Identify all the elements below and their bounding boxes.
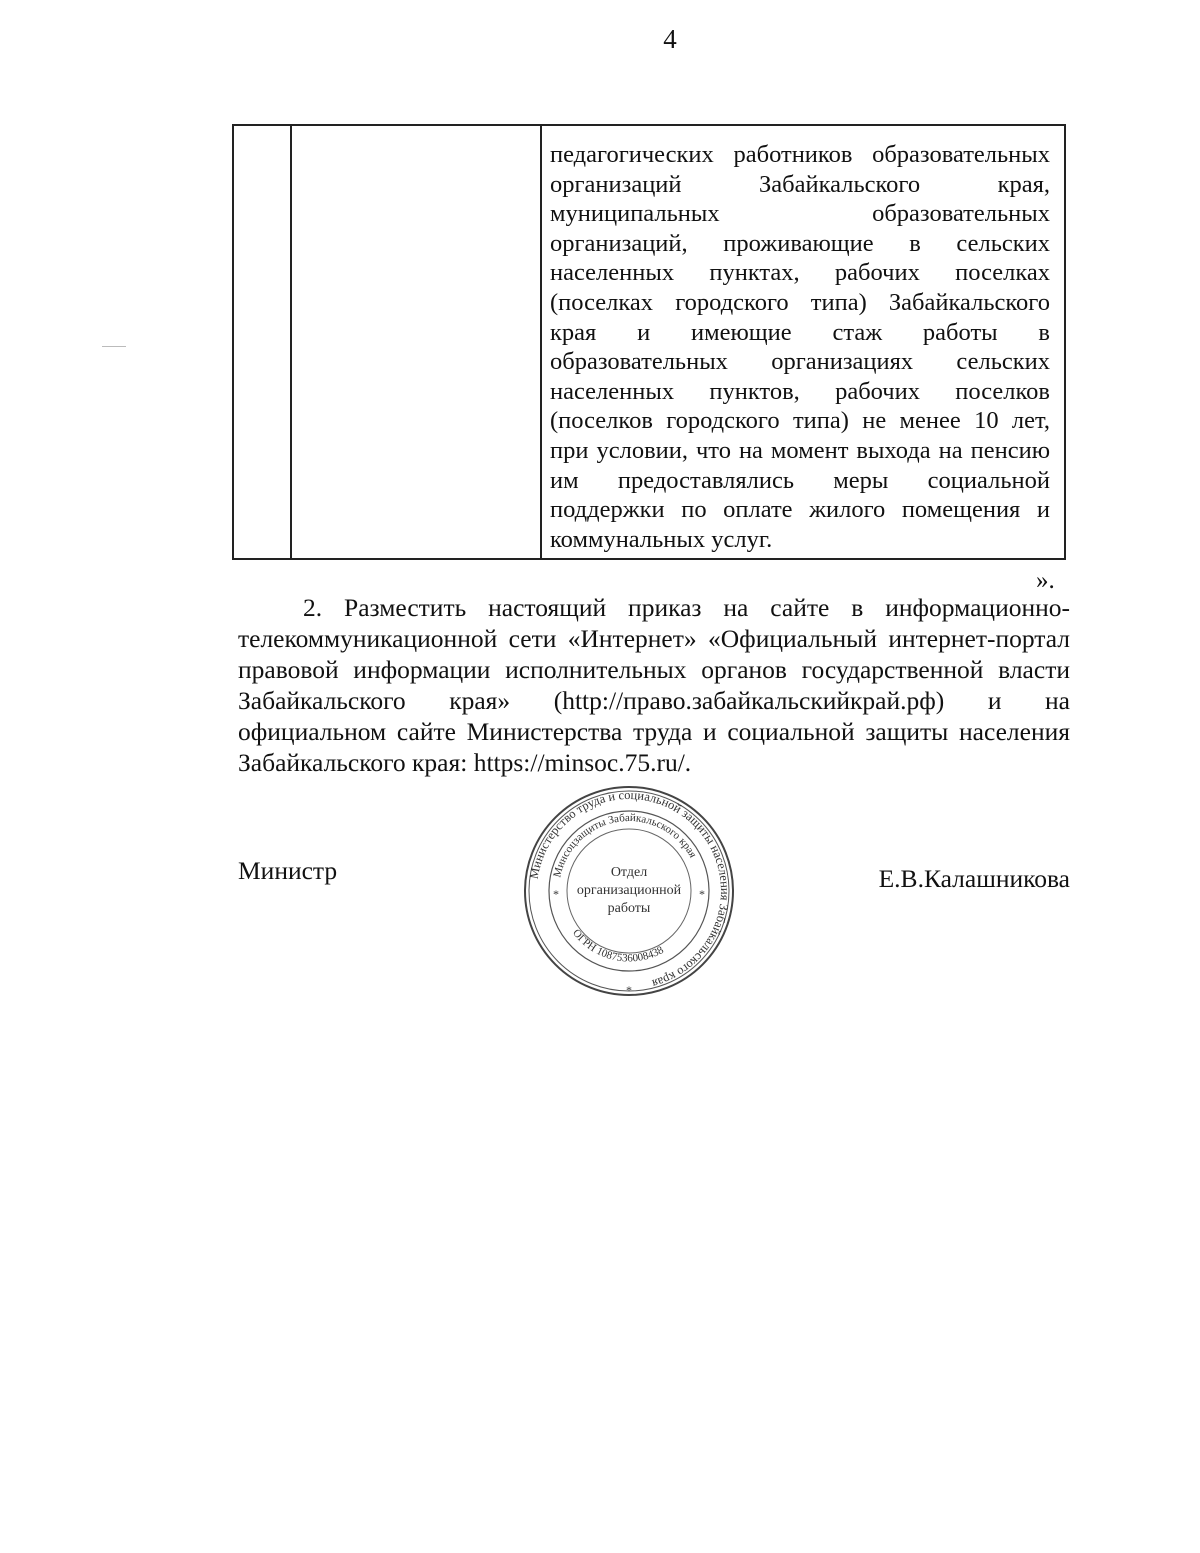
benefits-table: [232, 124, 1066, 560]
paragraph-line: 2. Разместить настоящий приказ на сайте в информационно-: [303, 593, 1070, 622]
cell-line: образовательных организациях сельских: [550, 348, 1050, 376]
cell-line: муниципальных образовательных: [550, 200, 1050, 228]
cell-line: организаций, проживающие в сельских: [550, 229, 1050, 257]
cell-line: (поселках городского типа) Забайкальского: [550, 288, 1050, 316]
table-cell-text: [550, 140, 1050, 554]
cell-line: коммунальных услуг.: [550, 525, 773, 553]
paragraph-line: Забайкальского края» (http://право.забайкальскийкрай.рф) и на: [238, 686, 1070, 715]
page-number: 4: [663, 24, 677, 54]
signatory-role: Министр: [238, 856, 338, 885]
paragraph-2: [238, 592, 1070, 778]
seal-ogrn: ОГРН 1087536008438: [570, 927, 666, 965]
cell-line: им предоставлялись меры социальной: [550, 466, 1050, 494]
cell-line: организаций Забайкальского края,: [550, 170, 1050, 198]
seal-star-icon: *: [699, 887, 705, 901]
seal-outer-text: Министерство труда и социальной защиты населения Забайкальского края: [526, 787, 733, 991]
official-seal: [518, 780, 740, 1002]
cell-line: населенных пунктов, рабочих поселков: [550, 377, 1050, 405]
paragraph-line: Забайкальского края: https://minsoc.75.ru/.: [238, 748, 692, 777]
closing-quote: ».: [1036, 567, 1055, 594]
cell-line: поддержки по оплате жилого помещения и: [550, 496, 1050, 524]
cell-line: при условии, что на момент выхода на пенсию: [550, 436, 1050, 464]
table-column-divider-1: [290, 126, 292, 558]
seal-star-icon: *: [553, 887, 559, 901]
cell-line: населенных пунктах, рабочих поселках: [550, 259, 1050, 287]
seal-center-line: организационной: [576, 883, 682, 898]
table-column-divider-2: [540, 126, 542, 558]
cell-line: края и имеющие стаж работы в: [550, 318, 1050, 346]
signatory-name: Е.В.Калашникова: [878, 864, 1070, 893]
paragraph-line: телекоммуникационной сети «Интернет» «Официальный интернет-портал: [238, 624, 1070, 653]
seal-star-icon: *: [626, 983, 632, 997]
seal-graphic: [518, 780, 740, 1002]
scan-artifact: [102, 346, 126, 347]
seal-center-line: работы: [607, 901, 651, 916]
seal-center-line: Отдел: [610, 865, 648, 880]
seal-inner-ring-text: Минсоцзащиты Забайкальского края: [551, 811, 699, 879]
cell-line: педагогических работников образовательных: [550, 141, 1050, 168]
paragraph-line: официальном сайте Министерства труда и социальной защиты населения: [238, 717, 1070, 746]
paragraph-line: правовой информации исполнительных органов государственной власти: [238, 655, 1070, 684]
cell-line: (поселков городского типа) не менее 10 лет,: [550, 407, 1050, 435]
